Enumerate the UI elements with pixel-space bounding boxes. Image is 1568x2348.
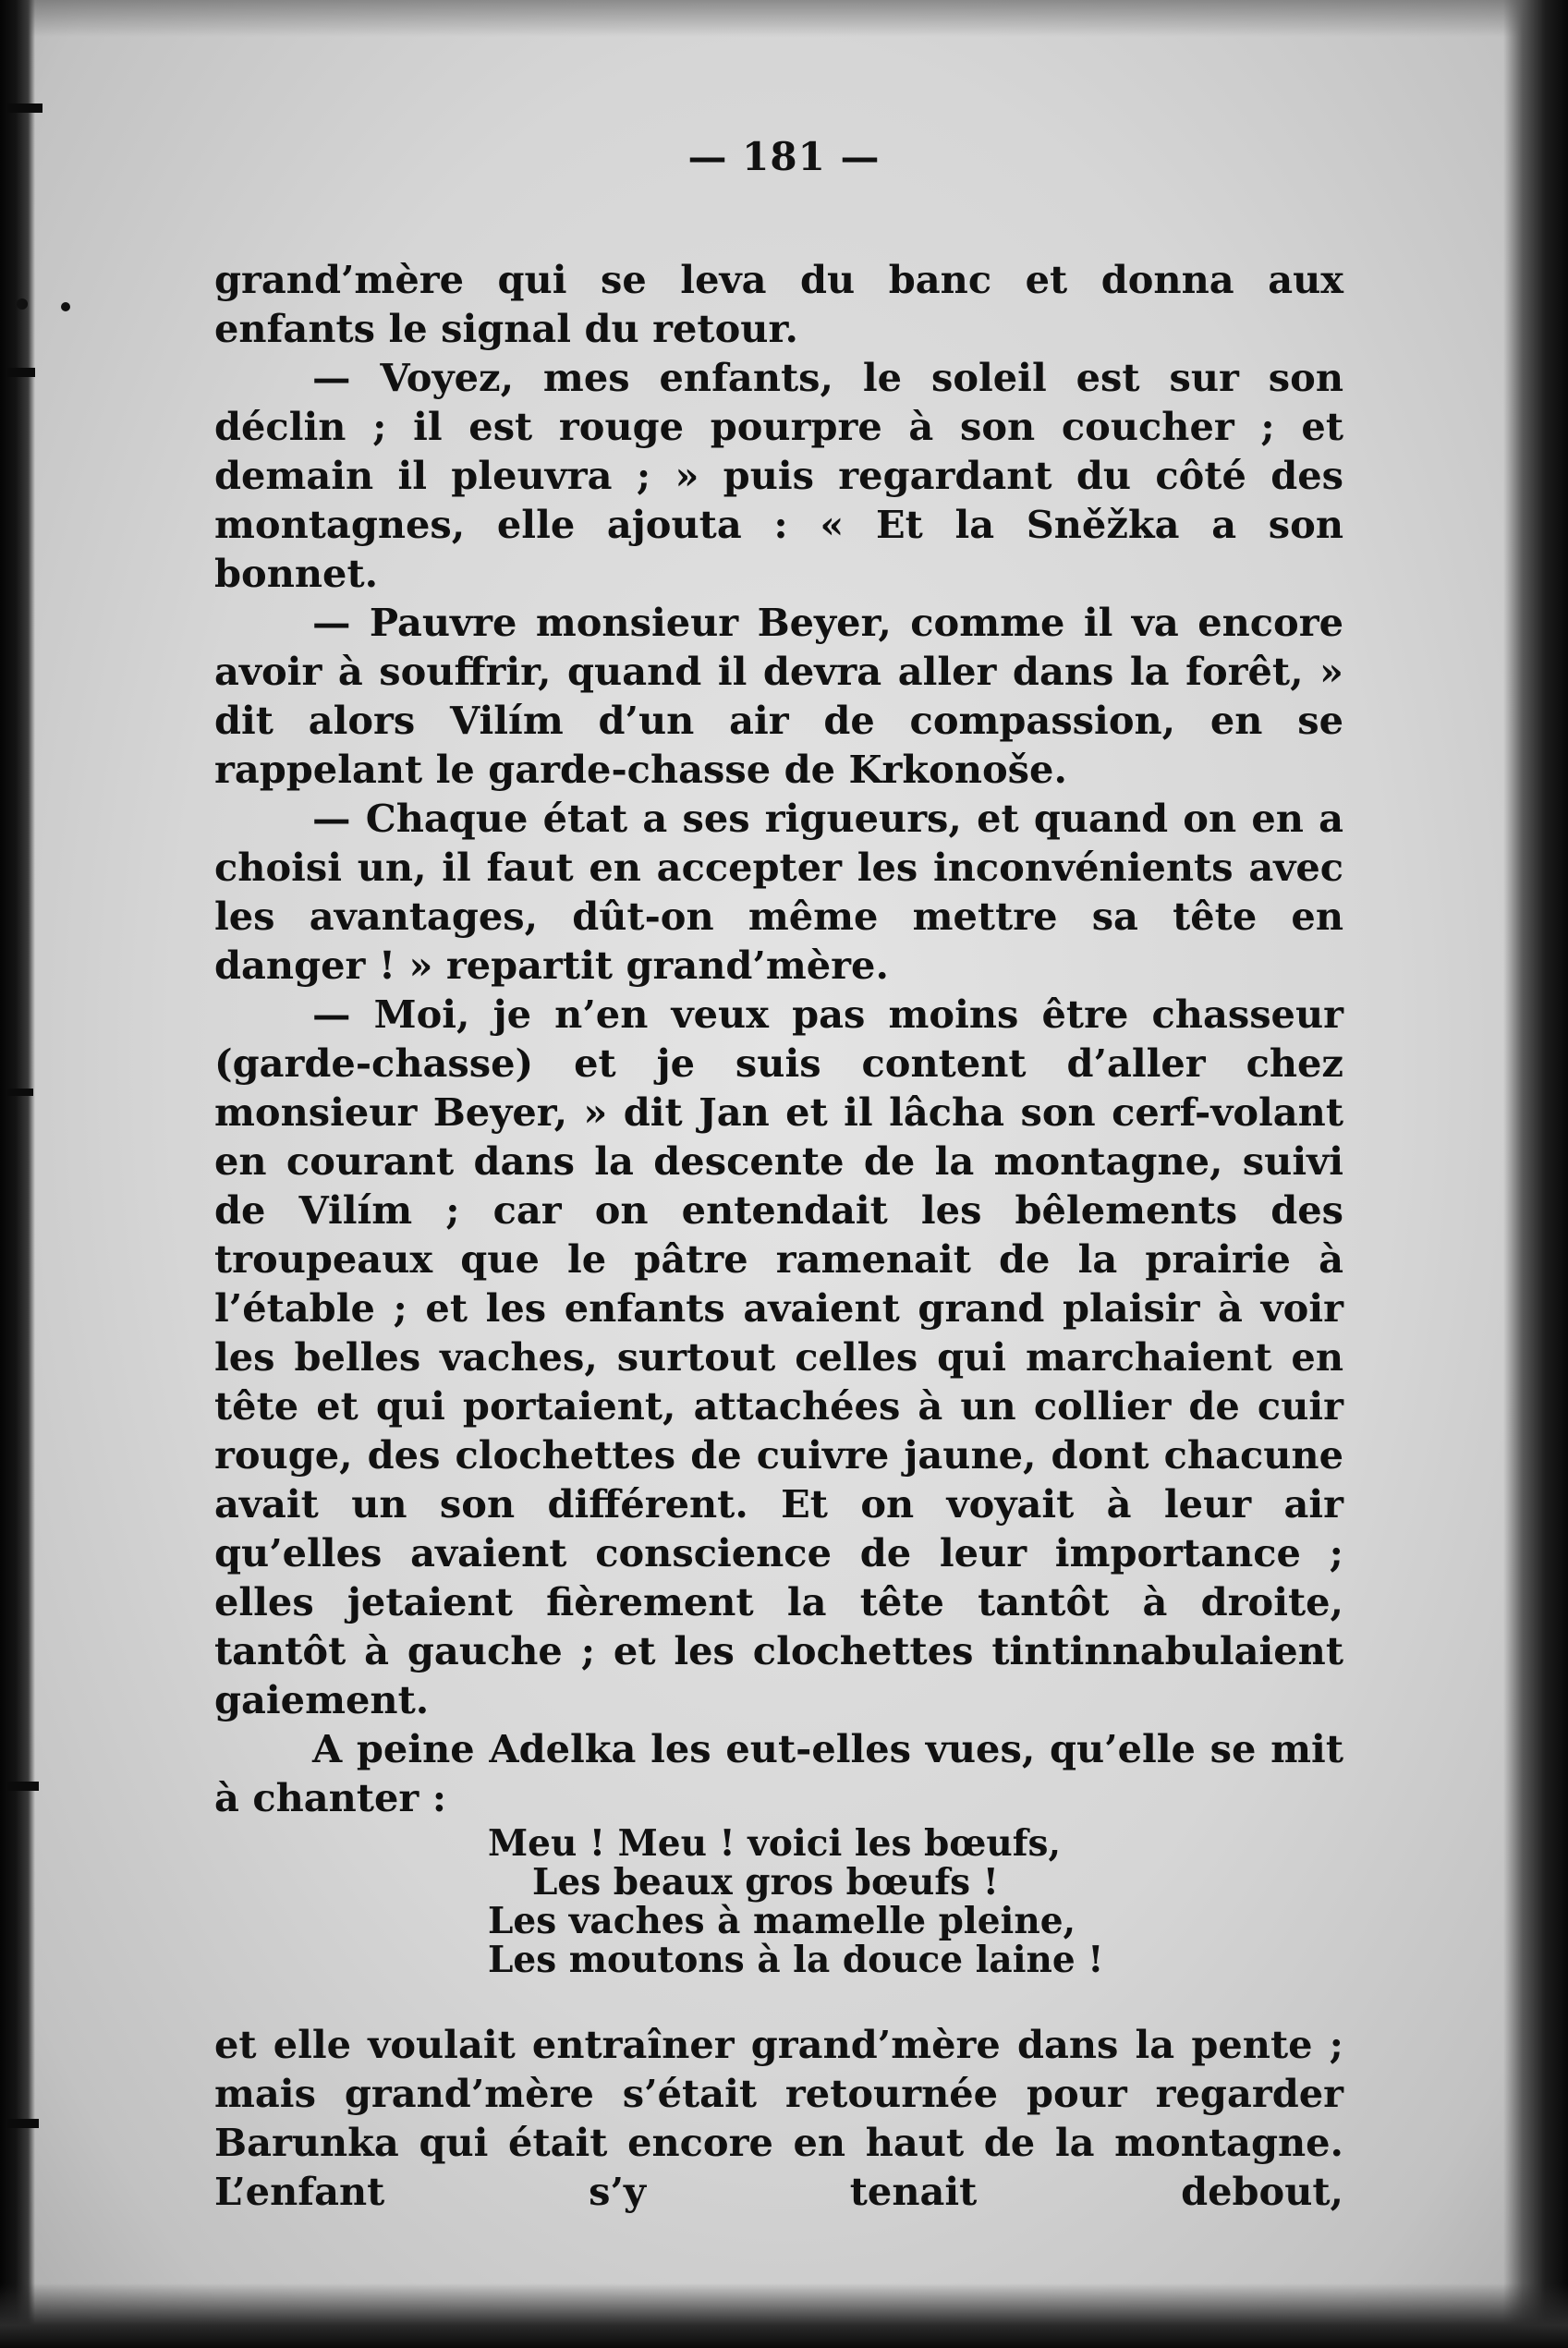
verse-line: Les vaches à mamelle pleine, bbox=[488, 1900, 1076, 1942]
page-right-edge bbox=[1503, 0, 1568, 2348]
scan-speck bbox=[17, 298, 28, 310]
page-left-edge bbox=[0, 0, 35, 2348]
scan-margin-mark bbox=[7, 103, 43, 113]
paragraph: — Voyez, mes enfants, le soleil est sur son déclin ; il est rouge pourpre à son coucher ; et demain il pleuvra ; » puis regardant du côté des montagnes, elle ajouta : « Et la Sněžka a son bonnet. bbox=[214, 355, 1343, 596]
paragraph: et elle voulait entraîner grand’mère dans la pente ; mais grand’mère s’était retournée pour regarder Barunka qui était encore en haut de la montagne. L’enfant s’y tenait debout, bbox=[214, 2022, 1343, 2214]
scan-speck bbox=[61, 302, 70, 311]
page-top-shadow bbox=[0, 0, 1568, 37]
scan-margin-mark bbox=[7, 368, 35, 377]
body-text bbox=[214, 255, 1343, 2216]
paragraph: — Pauvre monsieur Beyer, comme il va encore avoir à souffrir, quand il devra aller dans la forêt, » dit alors Vilím d’un air de compassion, en se rappelant le garde-chasse de Krkonoše. bbox=[214, 600, 1343, 792]
paragraph: grand’mère qui se leva du banc et donna aux enfants le signal du retour. bbox=[214, 257, 1343, 351]
paragraph: A peine Adelka les eut-elles vues, qu’elle se mit à chanter : bbox=[214, 1726, 1343, 1820]
verse-line: Meu ! Meu ! voici les bœufs, bbox=[488, 1822, 1062, 1865]
scan-margin-mark bbox=[7, 1782, 39, 1791]
page-bottom-edge bbox=[0, 2283, 1568, 2348]
verse-line: Les beaux gros bœufs ! bbox=[532, 1861, 999, 1904]
verse-line: Les moutons à la douce laine ! bbox=[488, 1939, 1104, 1981]
paragraph: — Chaque état a ses rigueurs, et quand on en a choisi un, il faut en accepter les inconvénients avec les avantages, dût-on même mettre sa tête en danger ! » repartit grand’mère. bbox=[214, 796, 1343, 988]
scan-margin-mark bbox=[7, 2119, 39, 2128]
page-number: — 181 — bbox=[687, 134, 881, 179]
scan-margin-mark bbox=[7, 1089, 33, 1096]
verse bbox=[488, 1824, 1343, 1979]
paragraph: — Moi, je n’en veux pas moins être chasseur (garde-chasse) et je suis content d’aller chez monsieur Beyer, » dit Jan et il lâcha son cerf-volant en courant dans la descente de la montagne, suivi de Vilím ; car on entendait les bêlements des troupeaux que le pâtre ramenait de la prairie à l’étable ; et les enfants avaient grand plaisir à voir les belles vaches, surtout celles qui marchaient en tête et qui portaient, attachées à un collier de cuir rouge, des clochettes de cuivre jaune, dont chacune avait un son différent. Et on voyait à leur air qu’elles avaient conscience de leur importance ; elles jetaient fièrement la tête tantôt à droite, tantôt à gauche ; et les clochettes tintinnabulaient gaiement. bbox=[214, 992, 1343, 1722]
